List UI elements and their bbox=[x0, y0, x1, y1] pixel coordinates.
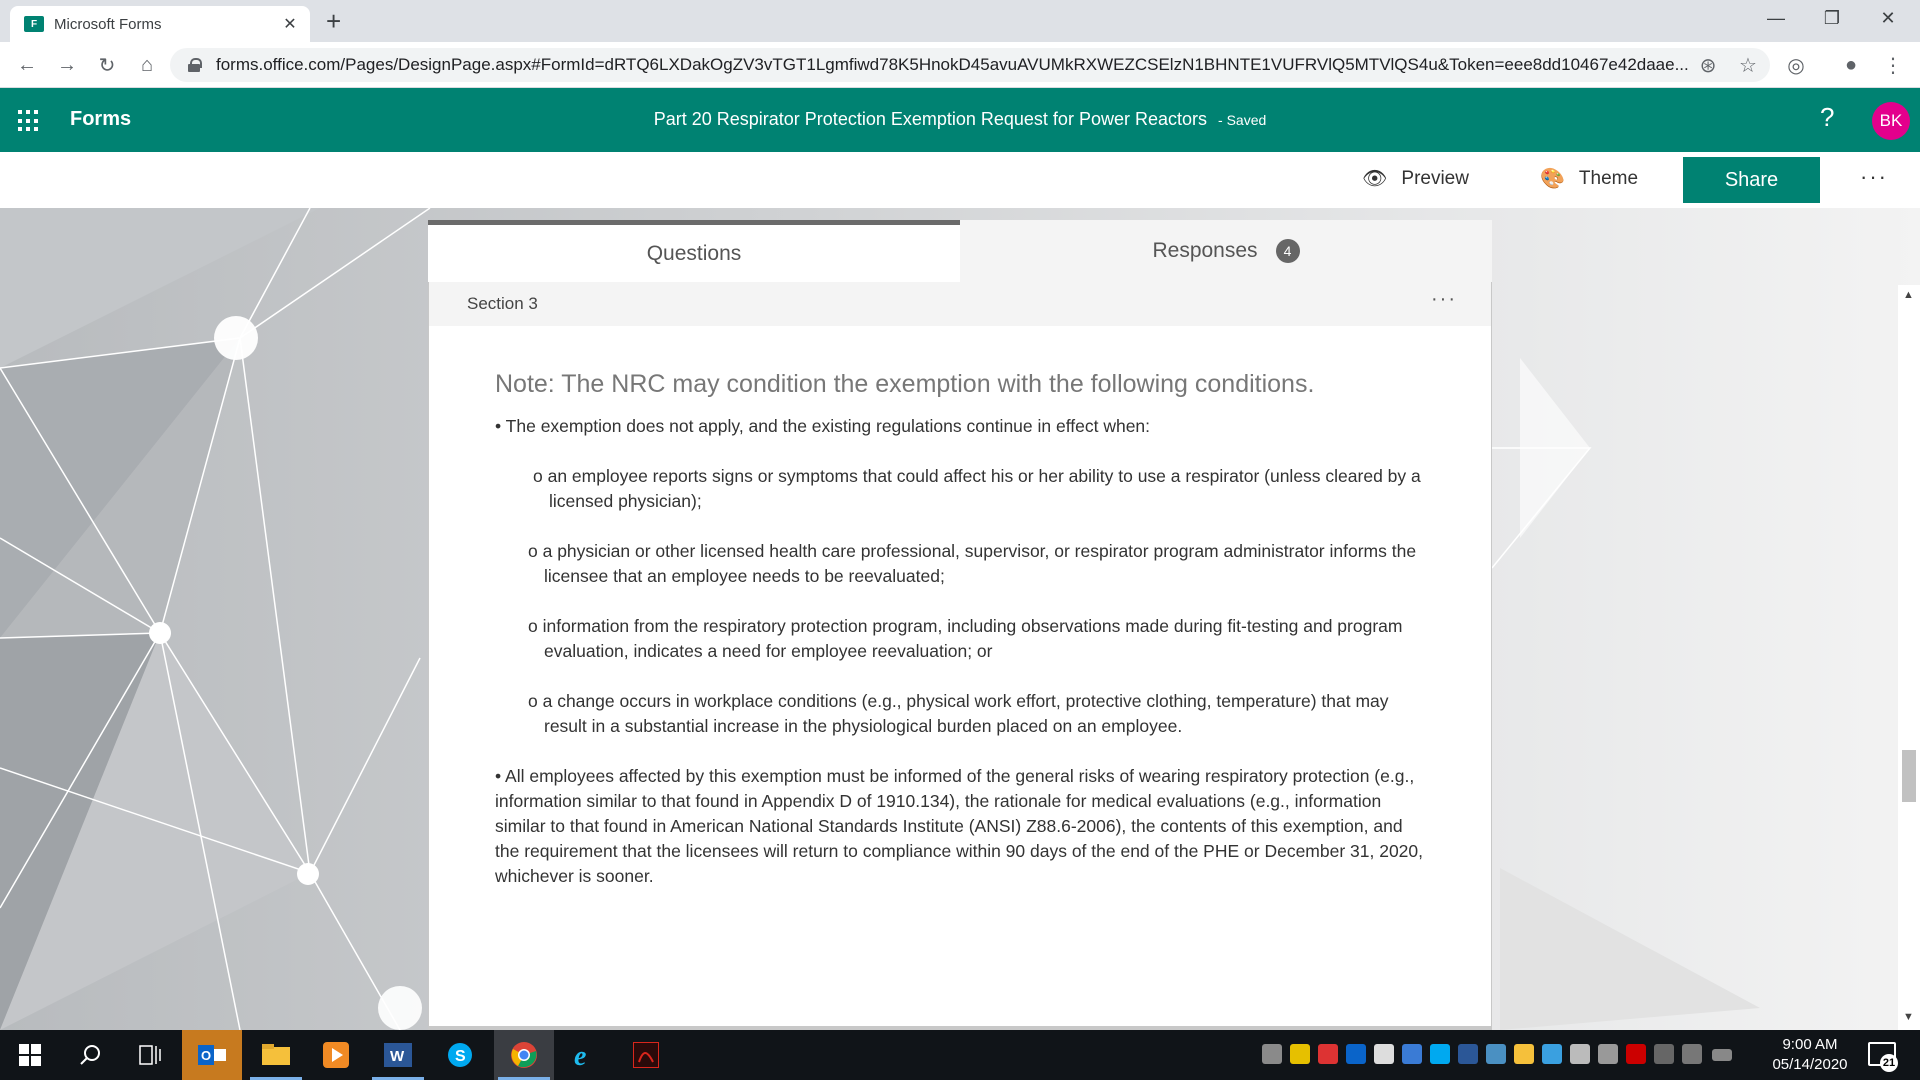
volume-icon[interactable] bbox=[1682, 1044, 1702, 1064]
chrome-app-icon[interactable] bbox=[494, 1030, 554, 1080]
clock-date: 05/14/2020 bbox=[1772, 1056, 1848, 1073]
svg-text:e: e bbox=[574, 1041, 587, 1069]
tray-sync-icon[interactable] bbox=[1542, 1044, 1562, 1064]
help-icon[interactable]: ? bbox=[1820, 102, 1835, 132]
tray-word-icon[interactable] bbox=[1458, 1044, 1478, 1064]
bullet-text: • The exemption does not apply, and the existing regulations continue in effect when: bbox=[495, 416, 1151, 436]
close-window-button[interactable]: ✕ bbox=[1880, 7, 1896, 28]
saved-status: - Saved bbox=[1218, 112, 1267, 128]
browser-menu-icon[interactable]: ⋮ bbox=[1883, 54, 1903, 77]
address-bar[interactable] bbox=[170, 48, 1770, 82]
ie-glyph bbox=[572, 1041, 600, 1069]
internet-explorer-icon[interactable] bbox=[556, 1030, 616, 1080]
sub-bullet-text: o a change occurs in workplace conditions (e.g., physical work effort, protective clothing, temperature) that may result in a substantial increase in the physiological burden placed on an employee. bbox=[528, 691, 1389, 736]
sub-bullet-text: o a physician or other licensed health care professional, supervisor, or respirator program administrator informs the licensee that an employee needs to be reevaluated; bbox=[528, 541, 1417, 586]
eye-icon: 👁 bbox=[1362, 168, 1388, 190]
scrollbar-thumb[interactable] bbox=[1902, 750, 1916, 802]
forms-header bbox=[0, 88, 1920, 152]
theme-label: Theme bbox=[1578, 167, 1639, 189]
tab-questions[interactable] bbox=[428, 220, 960, 282]
lock-icon bbox=[188, 58, 200, 72]
tab-close-icon[interactable]: ✕ bbox=[283, 16, 297, 33]
forward-icon[interactable]: → bbox=[57, 53, 77, 76]
battery-icon[interactable] bbox=[1712, 1049, 1732, 1061]
app-name[interactable]: Forms bbox=[70, 108, 132, 130]
tab-questions-label: Questions bbox=[646, 241, 742, 265]
bookmark-star-icon[interactable]: ☆ bbox=[1739, 54, 1757, 77]
tab-responses[interactable] bbox=[960, 220, 1492, 282]
profile-icon[interactable]: ● bbox=[1844, 53, 1858, 76]
scroll-up-icon[interactable]: ▲ bbox=[1903, 289, 1914, 301]
wifi-icon[interactable] bbox=[1654, 1044, 1674, 1064]
tray-printer-icon[interactable] bbox=[1598, 1044, 1618, 1064]
task-view-glyph bbox=[139, 1045, 161, 1065]
tray-mcafee-icon[interactable] bbox=[1626, 1044, 1646, 1064]
tray-security-icon[interactable] bbox=[1514, 1044, 1534, 1064]
preview-button[interactable] bbox=[1362, 166, 1469, 191]
skype-glyph bbox=[447, 1042, 473, 1068]
page-scrollbar[interactable] bbox=[1898, 285, 1920, 1030]
taskbar-clock[interactable] bbox=[1760, 1035, 1860, 1075]
svg-text:W: W bbox=[390, 1048, 405, 1065]
media-player-icon[interactable] bbox=[306, 1030, 366, 1080]
browser-toolbar bbox=[0, 42, 1920, 88]
section-header bbox=[428, 282, 1492, 326]
acrobat-glyph bbox=[633, 1042, 659, 1068]
tray-network-drive-icon[interactable] bbox=[1374, 1044, 1394, 1064]
skype-app-icon[interactable] bbox=[430, 1030, 490, 1080]
theme-button[interactable] bbox=[1540, 166, 1638, 191]
tray-shield-icon[interactable] bbox=[1290, 1044, 1310, 1064]
tray-app-icon[interactable] bbox=[1262, 1044, 1282, 1064]
tab-title: Microsoft Forms bbox=[54, 15, 162, 33]
translate-icon[interactable]: ⊛ bbox=[1699, 54, 1717, 77]
share-button[interactable]: Share bbox=[1683, 157, 1820, 203]
minimize-button[interactable]: — bbox=[1767, 7, 1785, 28]
section-body[interactable] bbox=[428, 326, 1492, 1030]
reload-icon[interactable]: ↻ bbox=[98, 54, 116, 77]
more-options-icon[interactable]: ··· bbox=[1860, 164, 1888, 189]
tray-defender-icon[interactable] bbox=[1486, 1044, 1506, 1064]
new-tab-button[interactable]: + bbox=[326, 6, 342, 36]
browser-tab[interactable] bbox=[10, 6, 310, 42]
tab-responses-label: Responses bbox=[1152, 239, 1258, 262]
forms-favicon-icon: F bbox=[24, 16, 44, 32]
avatar[interactable]: BK bbox=[1872, 102, 1910, 140]
palette-icon: 🎨 bbox=[1540, 168, 1565, 190]
form-card bbox=[428, 220, 1492, 1030]
form-title bbox=[0, 109, 1920, 130]
tray-display-icon[interactable] bbox=[1570, 1044, 1590, 1064]
command-bar bbox=[0, 152, 1920, 208]
acrobat-app-icon[interactable] bbox=[616, 1030, 676, 1080]
svg-text:O: O bbox=[201, 1048, 212, 1063]
outlook-glyph bbox=[198, 1043, 226, 1067]
notification-count-badge: 21 bbox=[1880, 1054, 1898, 1072]
clock-time: 9:00 AM bbox=[1782, 1036, 1838, 1053]
scroll-down-icon[interactable]: ▼ bbox=[1903, 1011, 1914, 1023]
tray-onedrive-icon[interactable] bbox=[1318, 1044, 1338, 1064]
section-more-icon[interactable]: ··· bbox=[1431, 288, 1457, 310]
form-tabs bbox=[428, 220, 1492, 282]
url-text: forms.office.com/Pages/DesignPage.aspx#FormId=dRTQ6LXDakOgZV3vTGT1Lgmfiwd78K5HnokD45avuAVUMkRXWEZCSElzN1BHNTE1VUFRVlQ5MTVlQS4u&Token=eee8dd10467e42daae... bbox=[216, 55, 1689, 74]
browser-tab-strip bbox=[0, 0, 1920, 42]
play-glyph bbox=[323, 1042, 349, 1068]
sub-bullet-text: o information from the respiratory protection program, including observations made during fit-testing and program evaluation, indicates a need for employee reevaluation; or bbox=[528, 616, 1403, 661]
search-icon[interactable] bbox=[60, 1030, 120, 1080]
home-icon[interactable]: ⌂ bbox=[140, 53, 154, 76]
back-icon[interactable]: ← bbox=[17, 53, 37, 76]
windows-taskbar bbox=[0, 1030, 1920, 1080]
responses-count-badge: 4 bbox=[1276, 239, 1300, 263]
sub-bullet-text: o an employee reports signs or symptoms that could affect his or her ability to use a respirator (unless cleared by a licensed physician); bbox=[533, 466, 1421, 511]
magnifier-icon bbox=[79, 1044, 101, 1066]
tray-lock-icon[interactable] bbox=[1402, 1044, 1422, 1064]
tray-skype-icon[interactable] bbox=[1430, 1044, 1450, 1064]
section-note-title: Note: The NRC may condition the exemption with the following conditions. bbox=[495, 370, 1315, 398]
svg-text:S: S bbox=[455, 1048, 466, 1065]
windows-logo-icon bbox=[19, 1044, 41, 1066]
section-label: Section 3 bbox=[467, 294, 538, 313]
file-explorer-icon[interactable] bbox=[246, 1030, 306, 1080]
preview-label: Preview bbox=[1401, 167, 1469, 189]
task-view-icon[interactable] bbox=[120, 1030, 180, 1080]
word-glyph bbox=[384, 1043, 412, 1067]
start-button[interactable] bbox=[0, 1030, 60, 1080]
restore-button[interactable]: ❐ bbox=[1823, 7, 1841, 28]
extension-icon[interactable]: ◎ bbox=[1787, 54, 1805, 77]
tray-outlook-icon[interactable] bbox=[1346, 1044, 1366, 1064]
form-title-text: Part 20 Respirator Protection Exemption Request for Power Reactors bbox=[653, 109, 1207, 129]
bullet-text: • All employees affected by this exemption must be informed of the general risks of wearing respiratory protection (e.g., information similar to that found in Appendix D of 1910.134), the rationale for medical evaluations (e.g., information similar to that found in American National Standards Institute (ANSI) Z88.6-2006), the contents of this exemption, and the requirement that the licensees will return to compliance within 90 days of the end of the PHE or December 31, 2020, whichever is sooner. bbox=[495, 766, 1424, 886]
outlook-app-icon[interactable] bbox=[182, 1030, 242, 1080]
chrome-glyph bbox=[510, 1041, 538, 1069]
word-app-icon[interactable] bbox=[368, 1030, 428, 1080]
folder-glyph bbox=[262, 1044, 290, 1066]
